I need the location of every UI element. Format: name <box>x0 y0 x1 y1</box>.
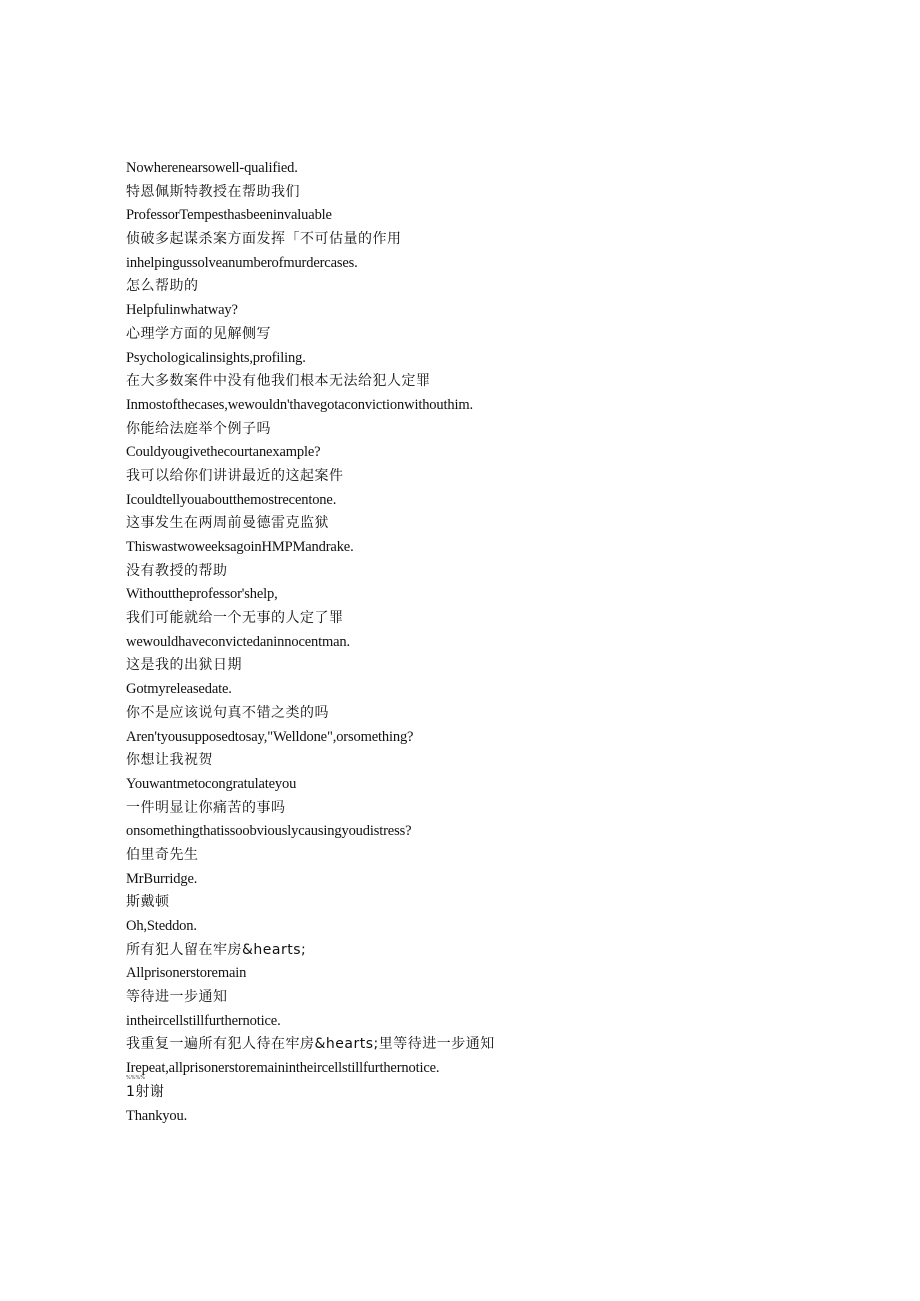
line-text: 斯戴顿 <box>126 894 170 911</box>
line-text: 我重复一遍所有犯人待在牢房&hearts;里等待进一步通知 <box>126 1036 495 1053</box>
subtitle-line-english <box>126 536 826 560</box>
subtitle-line-chinese <box>126 749 826 773</box>
line-text: 所有犯人留在牢房&hearts; <box>126 941 307 958</box>
subtitle-line-chinese <box>126 702 826 726</box>
subtitle-line-english <box>126 915 826 939</box>
line-text: 在大多数案件中没有他我们根本无法给犯人定罪 <box>126 373 431 390</box>
line-text: Irepeat,allprisonerstoremainintheircellstillfurthernotice. <box>126 1060 440 1077</box>
subtitle-line-chinese <box>126 370 826 394</box>
line-text: 心理学方面的见解侧写 <box>126 325 271 342</box>
line-text: 这是我的出狱日期 <box>126 657 242 674</box>
line-text: 我可以给你们讲讲最近的这起案件 <box>126 467 344 484</box>
subtitle-line-chinese <box>126 654 826 678</box>
subtitle-line-english <box>126 678 826 702</box>
subtitle-line-chinese <box>126 607 826 631</box>
line-text: 我们可能就给一个无事的人定了罪 <box>126 610 344 627</box>
subtitle-line-chinese <box>126 1033 826 1057</box>
subtitle-line-english <box>126 820 826 844</box>
line-text: Gotmyreleasedate. <box>126 681 232 698</box>
subtitle-line-chinese <box>126 323 826 347</box>
line-text: Oh,Steddon. <box>126 918 197 934</box>
subtitle-line-english <box>126 773 826 797</box>
line-text: Withouttheprofessor'shelp, <box>126 586 278 603</box>
subtitle-line-chinese <box>126 228 826 252</box>
line-text: 没有教授的帮助 <box>126 562 228 579</box>
subtitle-line-chinese <box>126 465 826 489</box>
line-text: Helpfulinwhatway? <box>126 302 238 319</box>
subtitle-line-english <box>126 347 826 371</box>
subtitle-line-english <box>126 394 826 418</box>
line-text: Thankyou. <box>126 1107 188 1124</box>
line-text: Youwantmetocongratulateyou <box>126 775 297 792</box>
subtitle-line-english <box>126 1105 826 1129</box>
line-text: Allprisonerstoremain <box>126 965 247 982</box>
subtitle-line-chinese <box>126 891 826 915</box>
subtitle-line-chinese <box>126 418 826 442</box>
subtitle-line-chinese <box>126 797 826 821</box>
line-text: intheircellstillfurthernotice. <box>126 1012 281 1029</box>
subtitle-line-english <box>126 252 826 276</box>
subtitle-line-chinese <box>126 844 826 868</box>
subtitle-line-chinese <box>126 512 826 536</box>
line-text: 1射谢 <box>126 1083 165 1100</box>
line-text: Couldyougivethecourtanexample? <box>126 444 321 461</box>
subtitle-line-english <box>126 726 826 750</box>
line-text: 你不是应该说句真不错之类的吗 <box>126 704 329 721</box>
subtitle-line-english <box>126 583 826 607</box>
subtitle-line-english <box>126 204 826 228</box>
subtitle-line-chinese <box>126 939 826 963</box>
line-text: wewouldhaveconvictedaninnocentman. <box>126 633 350 650</box>
line-text: Inmostofthecases,wewouldn'thavegotaconvictionwithouthim. <box>126 396 473 413</box>
subtitle-line-english <box>126 157 826 181</box>
subtitle-line-english <box>126 1057 826 1081</box>
line-text: onsomethingthatissoobviouslycausingyoudistress? <box>126 823 412 840</box>
line-text: 等待进一步通知 <box>126 989 228 1006</box>
line-text: Psychologicalinsights,profiling. <box>126 349 306 366</box>
line-text: 侦破多起谋杀案方面发挥「不可估量的作用 <box>126 231 402 248</box>
line-text: 怎么帮助的 <box>126 278 199 295</box>
line-text: ThiswastwoweeksagoinHMPMandrake. <box>126 539 354 555</box>
line-text: 特恩佩斯特教授在帮助我们 <box>126 183 300 200</box>
line-text: 这事发生在两周前曼德雷克监狱 <box>126 515 329 532</box>
subtitle-line-chinese <box>126 181 826 205</box>
subtitle-line-chinese <box>126 275 826 299</box>
transcript-lines <box>126 157 826 1128</box>
line-text: 伯里奇先生 <box>126 846 199 863</box>
subtitle-line-english <box>126 631 826 655</box>
line-text: Aren'tyousupposedtosay,"Welldone",orsomething? <box>126 728 414 745</box>
line-text: MrBurridge. <box>126 870 198 887</box>
line-text: 一件明显让你痛苦的事吗 <box>126 799 286 816</box>
line-text: ProfessorTempesthasbeeninvaluable <box>126 207 332 224</box>
subtitle-line-chinese <box>126 560 826 584</box>
subtitle-line-chinese <box>126 1074 826 1105</box>
subtitle-line-english <box>126 441 826 465</box>
subtitle-line-english <box>126 1010 826 1034</box>
line-text: 你能给法庭举个例子吗 <box>126 420 271 437</box>
line-text: inhelpingussolveanumberofmurdercases. <box>126 254 358 271</box>
superscript-mark: %%%% <box>126 1074 146 1081</box>
line-text: 你想让我祝贺 <box>126 752 213 769</box>
line-text: Nowherenearsowell-qualified. <box>126 160 298 176</box>
subtitle-line-english <box>126 962 826 986</box>
line-text: Icouldtellyouaboutthemostrecentone. <box>126 491 337 508</box>
subtitle-line-chinese <box>126 986 826 1010</box>
subtitle-line-english <box>126 868 826 892</box>
subtitle-line-english <box>126 489 826 513</box>
subtitle-line-english <box>126 299 826 323</box>
